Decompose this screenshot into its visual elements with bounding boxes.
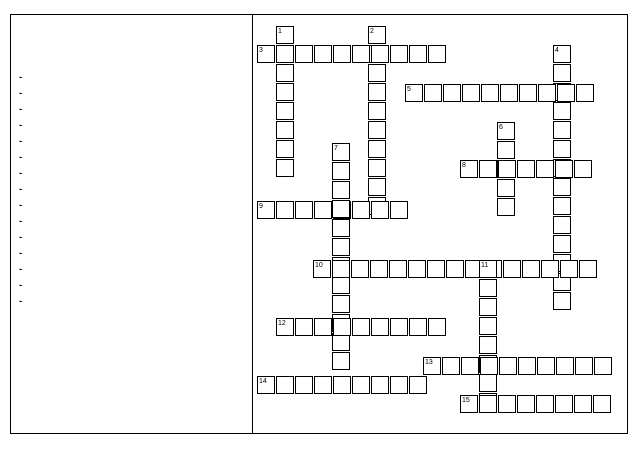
crossword-cell[interactable] <box>332 162 350 180</box>
crossword-cell[interactable] <box>276 45 294 63</box>
crossword-cell[interactable] <box>276 376 294 394</box>
crossword-cell[interactable] <box>368 64 386 82</box>
crossword-cell[interactable] <box>553 121 571 139</box>
crossword-cell[interactable] <box>332 295 350 313</box>
crossword-cell[interactable] <box>442 357 460 375</box>
crossword-cell[interactable] <box>574 395 592 413</box>
crossword-cell[interactable] <box>371 376 389 394</box>
crossword-cell[interactable] <box>368 121 386 139</box>
crossword-cell[interactable] <box>295 376 313 394</box>
crossword-cell[interactable] <box>481 84 499 102</box>
crossword-cell[interactable] <box>553 102 571 120</box>
crossword-cell[interactable] <box>427 260 445 278</box>
crossword-cell[interactable] <box>390 318 408 336</box>
clue-item: - <box>19 264 23 275</box>
cell-number: 14 <box>259 378 267 385</box>
crossword-cell[interactable] <box>332 200 350 218</box>
crossword-cell[interactable] <box>553 45 571 63</box>
crossword-cell[interactable] <box>332 181 350 199</box>
crossword-cell[interactable] <box>536 160 554 178</box>
crossword-cell[interactable] <box>368 26 386 44</box>
crossword-cell[interactable] <box>541 260 559 278</box>
crossword-cell[interactable] <box>443 84 461 102</box>
clue-item: - <box>19 280 23 291</box>
crossword-cell[interactable] <box>352 201 370 219</box>
crossword-cell[interactable] <box>257 376 275 394</box>
crossword-cell[interactable] <box>553 178 571 196</box>
crossword-cell[interactable] <box>314 45 332 63</box>
crossword-cell[interactable] <box>333 45 351 63</box>
crossword-cell[interactable] <box>295 201 313 219</box>
crossword-cell[interactable] <box>446 260 464 278</box>
cell-number: 8 <box>462 162 466 169</box>
crossword-cell[interactable] <box>462 84 480 102</box>
crossword-cell[interactable] <box>574 160 592 178</box>
crossword-cell[interactable] <box>352 376 370 394</box>
crossword-cell[interactable] <box>479 260 497 278</box>
crossword-cell[interactable] <box>409 318 427 336</box>
crossword-cell[interactable] <box>314 376 332 394</box>
crossword-cell[interactable] <box>276 26 294 44</box>
crossword-cell[interactable] <box>257 45 275 63</box>
crossword-cell[interactable] <box>479 336 497 354</box>
crossword-cell[interactable] <box>517 160 535 178</box>
crossword-cell[interactable] <box>314 318 332 336</box>
crossword-cell[interactable] <box>518 357 536 375</box>
clue-item: - <box>19 232 23 243</box>
crossword-cell[interactable] <box>333 318 351 336</box>
crossword-cell[interactable] <box>498 395 516 413</box>
crossword-cell[interactable] <box>497 179 515 197</box>
crossword-cell[interactable] <box>351 260 369 278</box>
crossword-cell[interactable] <box>333 376 351 394</box>
crossword-cell[interactable] <box>332 276 350 294</box>
crossword-cell[interactable] <box>257 201 275 219</box>
crossword-cell[interactable] <box>370 260 388 278</box>
crossword-cell[interactable] <box>579 260 597 278</box>
crossword-cell[interactable] <box>313 260 331 278</box>
crossword-cell[interactable] <box>479 298 497 316</box>
clue-item: - <box>19 296 23 307</box>
crossword-cell[interactable] <box>276 64 294 82</box>
crossword-cell[interactable] <box>479 160 497 178</box>
clue-item: - <box>19 72 23 83</box>
crossword-cell[interactable] <box>500 84 518 102</box>
crossword-cell[interactable] <box>371 45 389 63</box>
crossword-cell[interactable] <box>428 318 446 336</box>
crossword-cell[interactable] <box>368 102 386 120</box>
crossword-cell[interactable] <box>553 235 571 253</box>
crossword-cell[interactable] <box>460 160 478 178</box>
clue-item: - <box>19 200 23 211</box>
crossword-cell[interactable] <box>497 141 515 159</box>
crossword-cell[interactable] <box>332 238 350 256</box>
cell-number: 3 <box>259 47 263 54</box>
crossword-cell[interactable] <box>390 201 408 219</box>
crossword-cell[interactable] <box>332 352 350 370</box>
crossword-cell[interactable] <box>408 260 426 278</box>
crossword-cell[interactable] <box>556 357 574 375</box>
crossword-cell[interactable] <box>503 260 521 278</box>
cell-number: 13 <box>425 359 433 366</box>
clue-item: - <box>19 104 23 115</box>
crossword-cell[interactable] <box>479 279 497 297</box>
crossword-cell[interactable] <box>276 140 294 158</box>
cell-number: 11 <box>481 262 489 269</box>
crossword-cell[interactable] <box>368 83 386 101</box>
clue-item: - <box>19 88 23 99</box>
crossword-cell[interactable] <box>497 122 515 140</box>
crossword-cell[interactable] <box>352 45 370 63</box>
crossword-cell[interactable] <box>557 84 575 102</box>
crossword-cell[interactable] <box>560 260 578 278</box>
crossword-cell[interactable] <box>594 357 612 375</box>
crossword-cell[interactable] <box>371 201 389 219</box>
crossword-cell[interactable] <box>461 357 479 375</box>
crossword-cell[interactable] <box>409 45 427 63</box>
crossword-cell[interactable] <box>389 260 407 278</box>
crossword-cell[interactable] <box>538 84 556 102</box>
cell-number: 9 <box>259 203 263 210</box>
crossword-cell[interactable] <box>499 357 517 375</box>
clue-item: - <box>19 120 23 131</box>
crossword-cell[interactable] <box>295 45 313 63</box>
crossword-cell[interactable] <box>428 45 446 63</box>
clue-item: - <box>19 248 23 259</box>
crossword-cell[interactable] <box>390 376 408 394</box>
clue-item: - <box>19 152 23 163</box>
cell-number: 7 <box>334 145 338 152</box>
crossword-cell[interactable] <box>332 219 350 237</box>
crossword-cell[interactable] <box>553 292 571 310</box>
crossword-cell[interactable] <box>295 318 313 336</box>
crossword-cell[interactable] <box>497 198 515 216</box>
crossword-cell[interactable] <box>276 121 294 139</box>
cell-number: 6 <box>499 124 503 131</box>
crossword-cell[interactable] <box>424 84 442 102</box>
crossword-cell[interactable] <box>498 160 516 178</box>
crossword-cell[interactable] <box>409 376 427 394</box>
crossword-cell[interactable] <box>390 45 408 63</box>
crossword-cell[interactable] <box>276 201 294 219</box>
crossword-cell[interactable] <box>479 374 497 392</box>
crossword-cell[interactable] <box>479 395 497 413</box>
crossword-cell[interactable] <box>368 140 386 158</box>
crossword-cell[interactable] <box>405 84 423 102</box>
crossword-cell[interactable] <box>553 140 571 158</box>
clue-item: - <box>19 168 23 179</box>
cell-number: 2 <box>370 28 374 35</box>
crossword-cell[interactable] <box>555 160 573 178</box>
cell-number: 15 <box>462 397 470 404</box>
crossword-cell[interactable] <box>352 318 370 336</box>
crossword-cell[interactable] <box>479 317 497 335</box>
crossword-cell[interactable] <box>276 159 294 177</box>
crossword-cell[interactable] <box>536 395 554 413</box>
crossword-cell[interactable] <box>276 83 294 101</box>
crossword-cell[interactable] <box>553 216 571 234</box>
crossword-cell[interactable] <box>276 102 294 120</box>
crossword-cell[interactable] <box>537 357 555 375</box>
crossword-cell[interactable] <box>480 357 498 375</box>
crossword-cell[interactable] <box>368 178 386 196</box>
crossword-cell[interactable] <box>371 318 389 336</box>
crossword-cell[interactable] <box>553 197 571 215</box>
crossword-cell[interactable] <box>332 143 350 161</box>
crossword-cell[interactable] <box>276 318 294 336</box>
cell-number: 12 <box>278 320 286 327</box>
clue-item: - <box>19 136 23 147</box>
clue-item: - <box>19 184 23 195</box>
crossword-cell[interactable] <box>553 64 571 82</box>
cell-number: 5 <box>407 86 411 93</box>
cell-number: 1 <box>278 28 282 35</box>
crossword-cell[interactable] <box>517 395 535 413</box>
crossword-cell[interactable] <box>575 357 593 375</box>
crossword-cell[interactable] <box>522 260 540 278</box>
crossword-cell[interactable] <box>368 159 386 177</box>
crossword-cell[interactable] <box>332 260 350 278</box>
cell-number: 4 <box>555 47 559 54</box>
crossword-cell[interactable] <box>576 84 594 102</box>
cell-number: 10 <box>315 262 323 269</box>
crossword-cell[interactable] <box>314 201 332 219</box>
crossword-cell[interactable] <box>593 395 611 413</box>
clue-item: - <box>19 216 23 227</box>
crossword-cell[interactable] <box>423 357 441 375</box>
crossword-cell[interactable] <box>555 395 573 413</box>
crossword-cell[interactable] <box>519 84 537 102</box>
crossword-cell[interactable] <box>460 395 478 413</box>
